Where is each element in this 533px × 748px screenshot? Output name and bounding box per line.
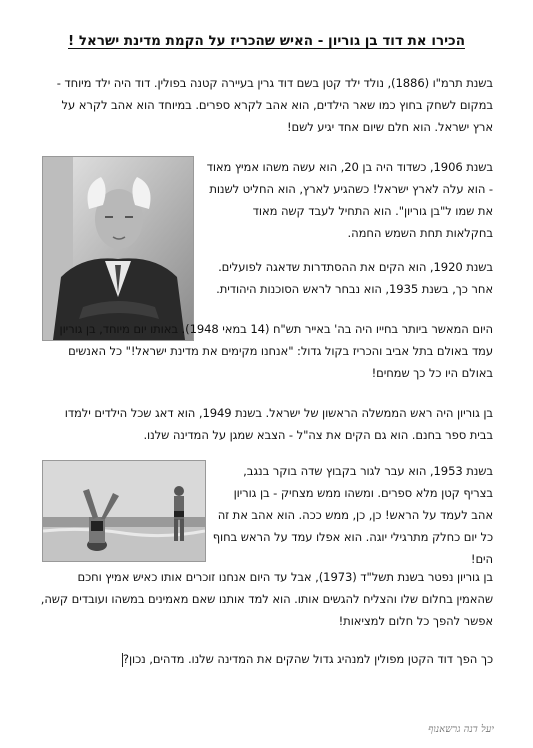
- headstand-photo: [42, 460, 206, 562]
- author-signature: יעל דנה גרשאנוף: [428, 724, 494, 735]
- paragraph-declaration: היום המאשר ביותר בחייו היה בה' באייר תש"ח (14 במאי 1948). באותו יום מיוחד, בן גוריון עמד באולם בתל אביב והכריז בקול גדול: "אנחנו מקימים את מדינת ישראל!" כל האנשים באולם היו כל כך שמחים!: [59, 322, 493, 380]
- paragraph-aliyah: בשנת 1906, כשדוד היה בן 20, הוא עשה משהו אמיץ מאוד - הוא עלה לארץ ישראל! כשהגיע לארץ, הוא החליט לשנות את שמו ל"בן גוריון". הוא התחיל לעבד קשה מאוד בחקלאות תחת השמש החמה.: [206, 160, 493, 240]
- paragraph-prime-minister: בן גוריון היה ראש הממשלה הראשון של ישראל. בשנת 1949, הוא דאג שכל הילדים ילמדו בבית ספר בחנם. הוא גם הקים את צה"ל - הצבא שמגן על המדינה שלנו.: [64, 406, 493, 442]
- portrait-image: [43, 157, 193, 340]
- paragraph-conclusion: [40, 648, 493, 670]
- paragraph-sde-boker: בשנת 1953, הוא עבר לגור בקבוץ שדה בוקר בנגב, בצריף קטן מלא ספרים. ומשהו ממש מצחיק - בן גוריון אהב לעמד על הראש! כן, כן, ממש ככה. הוא אהב את זה כל יום כחלק מתרגילי יוגה. הוא אפלו עמד על הראש בחוף הים!: [212, 464, 493, 566]
- headstand-image: [43, 461, 205, 561]
- page-title: הכירו את דוד בן גוריון - האיש שהכריז על הקמת מדינת ישראל !: [68, 33, 465, 49]
- paragraph-birth: בשנת תרמ"ו (1886), נולד ילד קטן בשם דוד גרין בעיירה קטנה בפולין. דוד היה ילד מיוחד - במקום לשחק בחוץ כמו שאר הילדים, הוא אהב לקרא ספרים. במיוחד הוא אהב לקרא על ארץ ישראל. הוא חלם שיום אחד יגיע לשם!: [56, 76, 493, 134]
- conclusion-text: כך הפך דוד הקטן מפולין למנהיג גדול שהקים את המדינה שלנו. מדהים, נכון?: [122, 652, 493, 666]
- portrait-photo: [42, 156, 194, 341]
- paragraph-histadrut: בשנת 1920, הוא הקים את ההסתדרות שדאגה לפועלים. אחר כך, בשנת 1935, הוא נבחר לראש הסוכנות היהודית.: [216, 260, 493, 296]
- paragraph-legacy: בן גוריון נפטר בשנת תשל"ד (1973), אבל עד היום אנחנו זוכרים אותו כאיש אמיץ וחכם שהאמין בחלום שלו והצליח להגשים אותו. הוא למד אותנו שאם מאמינים במשהו ועובדים קשה, אפשר להפך כל חלום למציאות!: [40, 570, 493, 628]
